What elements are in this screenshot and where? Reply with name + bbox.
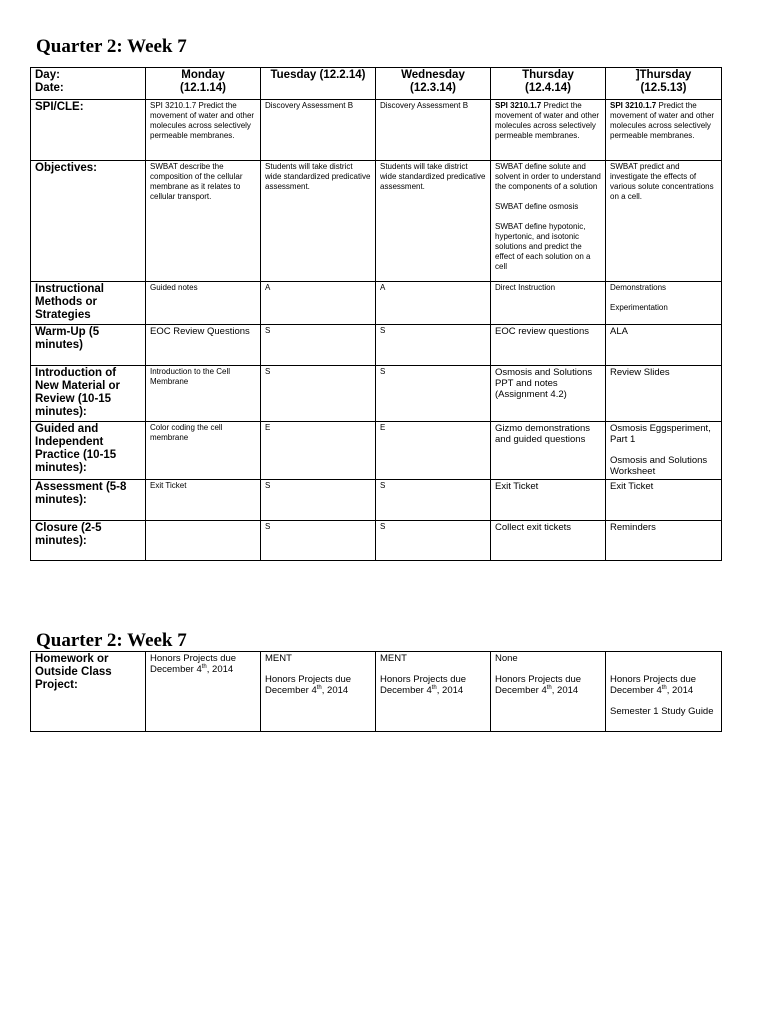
row-label: Instructional Methods or Strategies	[31, 282, 146, 325]
header-thursday	[491, 68, 606, 100]
cell-text: EOC Review Questions	[150, 326, 250, 337]
cell-text: Honors Projects due December 4th, 2014	[610, 674, 697, 696]
cell-text	[610, 101, 714, 140]
paragraph-gap	[610, 664, 717, 674]
cell-text: SWBAT predict and investigate the effects of various solute concentrations on a cell.	[610, 162, 714, 201]
cell-text: Demonstrations	[610, 283, 667, 292]
homework-label: Homework or Outside Class Project:	[31, 652, 146, 732]
cell-monday	[146, 325, 261, 366]
day-name: ]Thursday	[635, 69, 692, 81]
cell-tuesday	[261, 282, 376, 325]
cell-text: Honors Projects due December 4th, 2014	[150, 653, 237, 675]
table-row	[31, 325, 722, 366]
cell-text: SWBAT describe the composition of the cellular membrane as it relates to cellular transport.	[150, 162, 243, 201]
cell-text: ALA	[610, 326, 628, 337]
cell-text	[150, 522, 256, 532]
cell-thursday	[491, 100, 606, 161]
paragraph-gap	[495, 192, 601, 202]
spi-code: SPI 3210.1.7	[495, 101, 542, 110]
cell-text: S	[380, 522, 386, 531]
cell-friday	[606, 161, 722, 282]
cell-text: SWBAT define osmosis	[495, 202, 579, 211]
header-tuesday	[261, 68, 376, 100]
cell-text: Discovery Assessment B	[265, 101, 354, 110]
row-label: Warm-Up (5 minutes)	[31, 325, 146, 366]
cell-text: Direct Instruction	[495, 283, 556, 292]
paragraph-gap	[610, 696, 717, 706]
table-row	[31, 282, 722, 325]
spi-description: Predict the movement of water and other molecules across selectively permeable membranes.	[610, 101, 715, 140]
table-row	[31, 480, 722, 521]
row-label: Introduction of New Material or Review (10-15 minutes):	[31, 366, 146, 422]
row-label: Assessment (5-8 minutes):	[31, 480, 146, 521]
section1-title: Quarter 2: Week 7	[36, 36, 187, 57]
row-label: SPI/CLE:	[31, 100, 146, 161]
cell-wednesday	[376, 282, 491, 325]
cell-text: MENT	[265, 653, 292, 664]
cell-text: S	[380, 367, 386, 376]
day-name: Monday	[181, 69, 225, 81]
cell-text: Exit Ticket	[610, 481, 654, 492]
paragraph-gap	[495, 212, 601, 222]
date-label: Date:	[35, 82, 64, 94]
cell-wednesday	[376, 100, 491, 161]
paragraph-gap	[610, 445, 717, 455]
cell-tuesday	[261, 325, 376, 366]
paragraph-gap	[265, 664, 371, 674]
cell-friday	[606, 480, 722, 521]
day-name: Thursday	[522, 69, 574, 81]
cell-text: Exit Ticket	[495, 481, 539, 492]
cell-text: Semester 1 Study Guide	[610, 706, 714, 717]
cell-thursday	[491, 282, 606, 325]
day-label: Day:	[35, 69, 60, 81]
spi-code: SPI 3210.1.7	[610, 101, 657, 110]
homework-cell-monday	[146, 652, 261, 732]
day-date: (12.4.14)	[524, 82, 572, 94]
homework-cell-wednesday	[376, 652, 491, 732]
cell-text: E	[265, 423, 271, 432]
cell-thursday	[491, 325, 606, 366]
lesson-rows	[31, 100, 722, 561]
row-label: Guided and Independent Practice (10-15 minutes):	[31, 422, 146, 480]
cell-text: SWBAT define solute and solvent in order to understand the components of a solution	[495, 162, 601, 191]
cell-text: Students will take district wide standardized predicative assessment.	[265, 162, 371, 191]
cell-monday	[146, 366, 261, 422]
cell-monday	[146, 422, 261, 480]
row-label: Objectives:	[31, 161, 146, 282]
table-row	[31, 521, 722, 561]
cell-text: S	[265, 522, 271, 531]
cell-text: S	[265, 326, 271, 335]
cell-thursday	[491, 521, 606, 561]
cell-wednesday	[376, 161, 491, 282]
cell-monday	[146, 100, 261, 161]
homework-cell-thursday	[491, 652, 606, 732]
section2-title: Quarter 2: Week 7	[36, 630, 187, 651]
cell-text	[495, 101, 599, 140]
homework-cell-friday	[606, 652, 722, 732]
cell-tuesday	[261, 521, 376, 561]
cell-wednesday	[376, 521, 491, 561]
homework-cell-tuesday	[261, 652, 376, 732]
cell-thursday	[491, 480, 606, 521]
cell-friday	[606, 100, 722, 161]
cell-monday	[146, 521, 261, 561]
cell-text: Osmosis and Solutions Worksheet	[610, 455, 708, 477]
cell-monday	[146, 480, 261, 521]
cell-friday	[606, 422, 722, 480]
paragraph-gap	[380, 664, 486, 674]
row-label: Closure (2-5 minutes):	[31, 521, 146, 561]
cell-text: Color coding the cell membrane	[150, 423, 223, 442]
cell-text: Experimentation	[610, 303, 668, 312]
cell-text: SWBAT define hypotonic, hypertonic, and isotonic solutions and predict the effect of each solution on a cell	[495, 222, 591, 271]
cell-thursday	[491, 161, 606, 282]
cell-wednesday	[376, 422, 491, 480]
day-date: (12.3.14)	[409, 82, 457, 94]
cell-text: None	[495, 653, 518, 664]
cell-text: Review Slides	[610, 367, 670, 378]
spi-description: Predict the movement of water and other molecules across selectively permeable membranes.	[495, 101, 600, 140]
cell-text: Guided notes	[150, 283, 198, 292]
header-friday	[606, 68, 722, 100]
cell-wednesday	[376, 480, 491, 521]
cell-friday	[606, 521, 722, 561]
cell-text: EOC review questions	[495, 326, 589, 337]
cell-text: Introduction to the Cell Membrane	[150, 367, 231, 386]
cell-text: Reminders	[610, 522, 656, 533]
cell-wednesday	[376, 366, 491, 422]
cell-monday	[146, 282, 261, 325]
day-name: Tuesday (12.2.14)	[270, 69, 366, 81]
cell-text: Discovery Assessment B	[380, 101, 469, 110]
cell-thursday	[491, 366, 606, 422]
cell-tuesday	[261, 161, 376, 282]
cell-tuesday	[261, 100, 376, 161]
homework-table	[30, 651, 722, 732]
cell-text: Honors Projects due December 4th, 2014	[265, 674, 352, 696]
cell-text: Exit Ticket	[150, 481, 187, 490]
header-monday	[146, 68, 261, 100]
cell-text: Honors Projects due December 4th, 2014	[495, 674, 582, 696]
cell-text: S	[265, 481, 271, 490]
table-row	[31, 366, 722, 422]
cell-wednesday	[376, 325, 491, 366]
cell-text: S	[380, 481, 386, 490]
cell-text: Osmosis Eggsperiment, Part 1	[610, 423, 711, 445]
cell-text: Honors Projects due December 4th, 2014	[380, 674, 467, 696]
cell-friday	[606, 366, 722, 422]
day-date: (12.5.13)	[640, 82, 687, 94]
table-row	[31, 161, 722, 282]
cell-tuesday	[261, 480, 376, 521]
cell-monday	[146, 161, 261, 282]
header-row	[31, 68, 722, 100]
cell-text: E	[380, 423, 386, 432]
day-date-label	[31, 68, 146, 100]
cell-tuesday	[261, 422, 376, 480]
cell-friday	[606, 325, 722, 366]
day-date: (12.1.14)	[179, 82, 227, 94]
paragraph-gap	[495, 664, 601, 674]
cell-text: MENT	[380, 653, 407, 664]
cell-tuesday	[261, 366, 376, 422]
cell-text: Gizmo demonstrations and guided questions	[495, 423, 591, 445]
cell-text: A	[380, 283, 386, 292]
lesson-plan-table	[30, 67, 722, 561]
cell-text: Osmosis and Solutions PPT and notes (Assignment 4.2)	[495, 367, 593, 400]
table-row	[31, 100, 722, 161]
day-name: Wednesday	[401, 69, 465, 81]
cell-thursday	[491, 422, 606, 480]
cell-friday	[606, 282, 722, 325]
cell-text: S	[265, 367, 271, 376]
cell-text	[610, 653, 717, 664]
cell-text: Collect exit tickets	[495, 522, 572, 533]
cell-text: SPI 3210.1.7 Predict the movement of water and other molecules across selectively permeable membranes.	[150, 101, 255, 140]
cell-text: S	[380, 326, 386, 335]
table-row	[31, 422, 722, 480]
homework-row	[31, 652, 722, 732]
cell-text: Students will take district wide standardized predicative assessment.	[380, 162, 486, 191]
paragraph-gap	[610, 293, 717, 303]
header-wednesday	[376, 68, 491, 100]
cell-text: A	[265, 283, 271, 292]
